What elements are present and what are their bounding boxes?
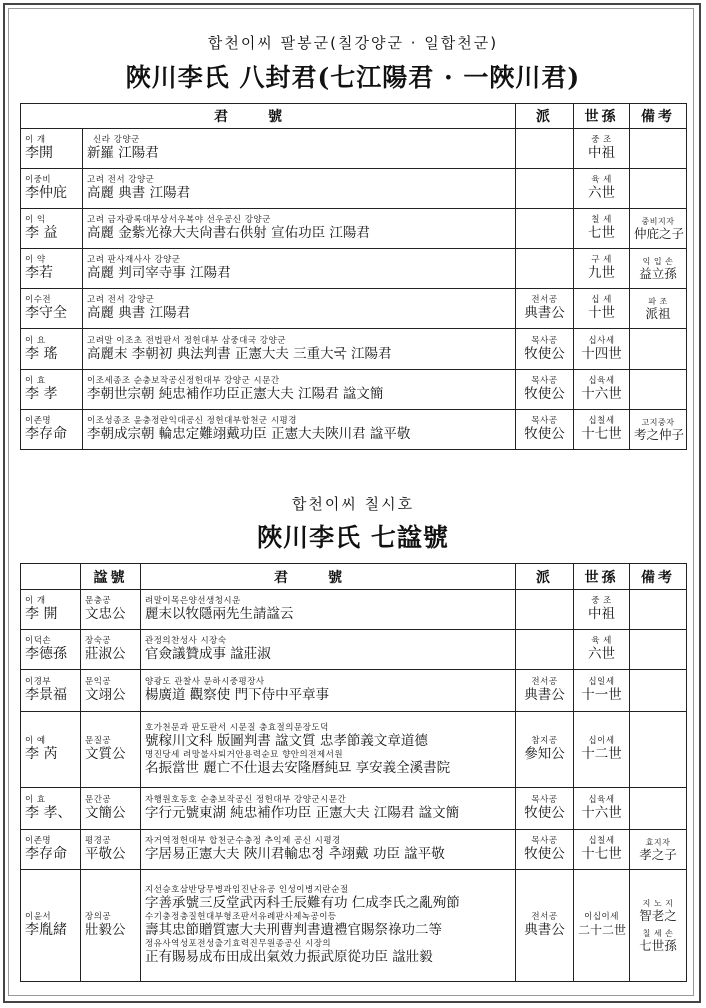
korean-text: 십사세 [588, 335, 615, 346]
table-cell [21, 712, 81, 788]
header-lord: 君號 [141, 564, 516, 590]
korean-text: 고려 금자광록대부상서우복야 선우공신 강양군 [87, 215, 271, 225]
table-cell [21, 590, 81, 630]
table-cell [21, 209, 83, 249]
korean-text: 참지공 [531, 736, 558, 746]
hanja-text: 字行元號東湖 純忠補作功臣 正憲大夫 江陽君 諡文簡 [145, 805, 460, 821]
hanja-text: 十六世 [581, 386, 622, 402]
table-row [21, 410, 687, 450]
korean-text: 고려 판사재사사 강양군 [87, 255, 181, 265]
table-cell [83, 370, 516, 410]
hanja-text: 官僉議贊成事 諡莊淑 [145, 646, 271, 662]
korean-text: 문질공 [85, 736, 112, 746]
hanja-text: 字善承號三反堂武丙科壬辰難有功 仁成李氏之亂殉節 [145, 895, 460, 911]
hanja-text: 中祖 [588, 606, 615, 622]
korean-text: 명진당세 려망불사퇴거안용력순묘 향안의전제서원 [145, 749, 344, 760]
hanja-text: 文簡公 [85, 805, 126, 821]
table-cell [141, 788, 516, 830]
korean-text: 목사공 [531, 335, 558, 346]
table-cell [516, 788, 574, 830]
hanja-text: 新羅 江陽君 [87, 145, 159, 161]
korean-text: 문간공 [85, 795, 112, 805]
table-cell [141, 670, 516, 712]
hanja-text: 六世 [588, 646, 615, 662]
hanja-text: 高麗末 李朝初 典法判書 正憲大夫 三重大국 江陽君 [87, 345, 392, 362]
korean-text: 이 효 [25, 795, 46, 805]
hanja-text: 字居易正憲大夫 陜川君輸忠정 추翊戴 功臣 諡平敬 [145, 846, 445, 862]
table-cell [83, 289, 516, 329]
hanja-text: 高麗 金紫光祿大夫尙書右供射 宣佑功臣 江陽君 [87, 225, 370, 241]
table-row [21, 249, 687, 289]
table-cell [630, 329, 687, 370]
korean-text: 목사공 [531, 416, 558, 426]
table-cell [574, 590, 630, 630]
table-cell [141, 630, 516, 670]
table-cell [21, 129, 83, 169]
hanja-text: 李朝世宗朝 純忠補作功臣正憲大夫 江陽君 諡文簡 [87, 386, 384, 402]
hanja-text: 牧使公 [524, 386, 565, 402]
korean-text: 중비지자 [641, 216, 675, 226]
korean-text: 호가천문과 판도판서 시문질 충효절의문장도덕 [145, 722, 329, 733]
table-cell [630, 209, 687, 249]
hanja-text: 李存命 [25, 426, 67, 442]
korean-text: 구 세 [591, 255, 612, 265]
korean-text: 정유사역성포전성출기효력진무원종공신 시장의 [145, 939, 332, 949]
hanja-text: 智老之 [639, 907, 677, 923]
table-cell [516, 670, 574, 712]
table-cell [81, 830, 141, 870]
table-cell [83, 410, 516, 450]
korean-text: 양광도 관찰사 문하시중평장사 [145, 677, 265, 687]
table-cell [516, 249, 574, 289]
korean-text: 이 효 [25, 376, 46, 386]
korean-text: 목사공 [531, 836, 558, 846]
table-row [21, 830, 687, 870]
table-cell [141, 870, 516, 982]
hanja-text: 文翊公 [85, 687, 126, 703]
hanja-text: 十七世 [581, 846, 622, 862]
table-cell [21, 870, 81, 982]
korean-text: 고려 전서 강양군 [87, 175, 155, 185]
table-cell [574, 410, 630, 450]
korean-text: 십육세 [588, 795, 615, 805]
korean-text: 이수전 [25, 295, 52, 305]
hanja-text: 牧使公 [524, 846, 565, 862]
table-cell [516, 630, 574, 670]
hanja-text: 李開 [25, 145, 53, 161]
korean-text: 고려 전서 강양군 [87, 295, 155, 305]
korean-text: 칠 세 [591, 215, 612, 225]
korean-text: 중 조 [591, 135, 612, 145]
korean-text: 이덕손 [25, 636, 52, 646]
header-lord: 君號 [21, 104, 516, 129]
korean-text: 전서공 [531, 677, 558, 687]
table-cell [83, 129, 516, 169]
table-cell [83, 209, 516, 249]
table-cell [630, 870, 687, 982]
section1-title-korean: 합천이씨 팔봉군(칠강양군 · 일합천군) [207, 34, 499, 52]
table-row [21, 329, 687, 370]
korean-text: 육 세 [591, 636, 612, 646]
table-cell [630, 830, 687, 870]
table-cell [21, 788, 81, 830]
korean-text: 파 조 [648, 296, 668, 306]
table-cell [81, 590, 141, 630]
table-cell [630, 370, 687, 410]
header-gen: 世孫 [574, 564, 630, 590]
table-cell [516, 590, 574, 630]
table-cell [81, 630, 141, 670]
header-branch: 派 [516, 104, 574, 129]
table-row [21, 630, 687, 670]
korean-text: 목사공 [531, 795, 558, 805]
hanja-text: 李 孝、 [25, 805, 72, 821]
table-cell [574, 670, 630, 712]
table-cell [21, 329, 83, 370]
table-row [21, 788, 687, 830]
korean-text: 이 익 [25, 215, 46, 225]
table-cell [516, 129, 574, 169]
korean-text: 신라 강양군 [93, 135, 140, 145]
table-row [21, 590, 687, 630]
korean-text: 육 세 [591, 175, 612, 185]
korean-text: 이 개 [25, 135, 46, 145]
hanja-text: 麗末以牧隱兩先生請諡云 [145, 606, 294, 622]
hanja-text: 益立孫 [639, 265, 677, 281]
table-cell [574, 370, 630, 410]
korean-text: 십칠세 [588, 416, 615, 426]
hanja-text: 李若 [25, 265, 53, 281]
korean-text: 이 예 [25, 736, 46, 746]
hanja-text: 參知公 [524, 746, 565, 762]
table-cell [630, 670, 687, 712]
table-cell [574, 870, 630, 982]
header-name [21, 564, 81, 590]
korean-text: 효지자 [645, 837, 671, 847]
hanja-text: 號稼川文科 版圖判書 諡文質 忠孝節義文章道德 [145, 732, 428, 749]
table-cell [574, 830, 630, 870]
korean-text: 이존명 [25, 416, 52, 426]
hanja-text: 李 芮 [25, 746, 58, 762]
table-cell [516, 329, 574, 370]
table-row [21, 289, 687, 329]
table-cell [574, 712, 630, 788]
table-cell [141, 830, 516, 870]
hanja-text: 名振當世 麗亡不仕退去安隆曆純묘 享安義全溪書院 [145, 759, 451, 776]
korean-text: 십일세 [588, 677, 615, 687]
table-cell [141, 590, 516, 630]
table-cell [516, 209, 574, 249]
hanja-text: 二十二世 [578, 923, 627, 937]
hanja-text: 十四世 [581, 345, 622, 362]
korean-text: 지선승호삼반당무병과임진난유공 인성이병지란순절 [145, 885, 349, 895]
table-cell [630, 169, 687, 209]
korean-text: 중 조 [591, 596, 612, 606]
section2-title-korean: 합천이씨 칠시호 [291, 495, 415, 513]
table-cell [21, 410, 83, 450]
table-cell [516, 712, 574, 788]
korean-text: 문충공 [85, 596, 112, 606]
korean-text: 장의공 [85, 912, 112, 922]
hanja-text: 李守全 [25, 305, 67, 321]
section2-title-hanja: 陜川李氏 七諡號 [257, 523, 449, 552]
table-cell [574, 630, 630, 670]
hanja-text: 牧使公 [524, 805, 565, 821]
hanja-text: 壯毅公 [85, 922, 126, 938]
korean-text: 십이세 [588, 736, 615, 746]
hanja-text: 李德孫 [25, 646, 67, 662]
hanja-text: 十六世 [581, 805, 622, 821]
table-cell [21, 169, 83, 209]
hanja-text: 高麗 判司宰寺事 江陽君 [87, 265, 231, 281]
table-cell [81, 670, 141, 712]
table-row [21, 370, 687, 410]
korean-text: 자행원호동호 순충보작공신 정헌대부 강양군시문간 [145, 795, 347, 805]
korean-text: 전서공 [531, 295, 558, 305]
hanja-text: 高麗 典書 江陽君 [87, 185, 191, 201]
korean-text: 장숙공 [85, 636, 112, 646]
hanja-text: 李仲庇 [25, 185, 67, 201]
hanja-text: 十七世 [581, 426, 622, 442]
table-cell [21, 630, 81, 670]
table-cell [516, 410, 574, 450]
korean-text: 이존명 [25, 836, 52, 846]
hanja-text: 李 開 [25, 606, 58, 622]
table-cell [630, 129, 687, 169]
header-posthumous: 諡號 [81, 564, 141, 590]
korean-text: 이중비 [25, 175, 52, 185]
korean-text: 관정의찬성사 시장숙 [145, 636, 227, 646]
korean-text: 칠 세 손 [642, 928, 674, 938]
hanja-text: 牧使公 [524, 345, 565, 362]
korean-text: 이 개 [25, 596, 46, 606]
table-cell [81, 712, 141, 788]
hanja-text: 李存命 [25, 846, 67, 862]
hanja-text: 仲庇之子 [634, 225, 685, 241]
header-branch: 派 [516, 564, 574, 590]
korean-text: 수기충정충질헌대부형조판서유례판사제녹공이등 [145, 912, 337, 922]
table-cell [574, 129, 630, 169]
table-cell [83, 249, 516, 289]
hanja-text: 莊淑公 [85, 646, 126, 662]
hanja-text: 中祖 [588, 145, 615, 161]
korean-text: 고지중자 [641, 417, 675, 427]
hanja-text: 典書公 [524, 687, 565, 703]
table-row [21, 712, 687, 788]
table-row [21, 670, 687, 712]
table-cell [516, 830, 574, 870]
hanja-text: 牧使公 [524, 426, 565, 442]
table-cell [630, 249, 687, 289]
hanja-text: 李 孝 [25, 386, 58, 402]
hanja-text: 楊廣道 觀察使 門下侍中平章事 [145, 687, 330, 703]
table-cell [630, 289, 687, 329]
korean-text: 십 세 [591, 295, 612, 305]
hanja-text: 高麗 典書 江陽君 [87, 305, 191, 321]
table-cell [141, 712, 516, 788]
table-cell [574, 209, 630, 249]
korean-text: 지 노 지 [642, 898, 674, 908]
hanja-text: 典書公 [524, 922, 565, 938]
section1-title-hanja: 陜川李氏 八封君(七江陽君 · 一陜川君) [125, 63, 581, 92]
table-cell [630, 590, 687, 630]
hanja-text: 七世孫 [639, 937, 677, 953]
table-cell [574, 289, 630, 329]
hanja-text: 李景福 [25, 687, 67, 703]
hanja-text: 十一世 [581, 687, 622, 703]
korean-text: 고려말 이조초 전법판서 정헌대부 삼중대국 강양군 [87, 335, 286, 346]
table-cell [81, 870, 141, 982]
table-cell [21, 370, 83, 410]
table-cell [630, 712, 687, 788]
hanja-text: 考之仲子 [634, 426, 685, 442]
table-row [21, 169, 687, 209]
hanja-text: 李朝成宗朝 輪忠定難翊戴功臣 正憲大夫陜川君 諡平敬 [87, 426, 411, 442]
table-cell [21, 670, 81, 712]
table-cell [574, 329, 630, 370]
hanja-text: 壽其忠節贈質憲大夫刑曹判書遺禮官賜祭祿功二等 [145, 922, 442, 938]
table-cell [574, 169, 630, 209]
hanja-text: 孝之子 [639, 846, 677, 862]
hanja-text: 七世 [588, 225, 615, 241]
table-cell [630, 410, 687, 450]
table-cell [21, 249, 83, 289]
table-cell [630, 630, 687, 670]
hanja-text: 六世 [588, 185, 615, 201]
hanja-text: 典書公 [524, 305, 565, 321]
hanja-text: 李 益 [25, 225, 58, 241]
hanja-text: 李 瑤 [25, 345, 58, 362]
table-cell [630, 788, 687, 830]
hanja-text: 派祖 [645, 305, 671, 321]
header-gen: 世孫 [574, 104, 630, 129]
header-note: 備考 [630, 104, 687, 129]
hanja-text: 正有賜易成布田成出氣效力振武原從功臣 諡壯毅 [145, 949, 433, 965]
section2-table [20, 563, 687, 982]
table-cell [574, 788, 630, 830]
table-row [21, 209, 687, 249]
korean-text: 십칠세 [588, 836, 615, 846]
korean-text: 평경공 [85, 836, 112, 846]
table-cell [21, 830, 81, 870]
section1-table [20, 103, 687, 450]
hanja-text: 十二世 [581, 746, 622, 762]
korean-text: 전서공 [531, 912, 558, 922]
korean-text: 이 요 [25, 335, 46, 346]
korean-text: 십육세 [588, 376, 615, 386]
table-cell [516, 370, 574, 410]
korean-text: 익 입 손 [642, 256, 674, 266]
table-cell [81, 788, 141, 830]
table-cell [574, 249, 630, 289]
korean-text: 이십이세 [584, 912, 619, 922]
header-note: 備考 [630, 564, 687, 590]
table-cell [516, 169, 574, 209]
table-cell [516, 870, 574, 982]
table-row [21, 129, 687, 169]
korean-text: 목사공 [531, 376, 558, 386]
table-cell [21, 289, 83, 329]
hanja-text: 九世 [588, 265, 615, 281]
hanja-text: 十世 [588, 305, 615, 321]
korean-text: 이윤서 [25, 912, 52, 922]
korean-text: 려말이목은양선생청시운 [145, 596, 241, 606]
hanja-text: 文忠公 [85, 606, 126, 622]
korean-text: 자거역정헌대부 합천군수충정 추익제 공신 시평경 [145, 836, 341, 846]
hanja-text: 文質公 [85, 746, 126, 762]
hanja-text: 平敬公 [85, 846, 126, 862]
table-cell [83, 329, 516, 370]
korean-text: 이 약 [25, 255, 46, 265]
korean-text: 이경부 [25, 677, 52, 687]
hanja-text: 李胤緒 [25, 922, 67, 938]
korean-text: 이조세종조 순충보작공신정헌대부 강양군 시문간 [87, 376, 280, 386]
table-cell [516, 289, 574, 329]
table-cell [83, 169, 516, 209]
table-row [21, 870, 687, 982]
korean-text: 문익공 [85, 677, 112, 687]
korean-text: 이조성종조 윤충정란익대공신 정헌대부합천군 시평경 [87, 416, 297, 426]
